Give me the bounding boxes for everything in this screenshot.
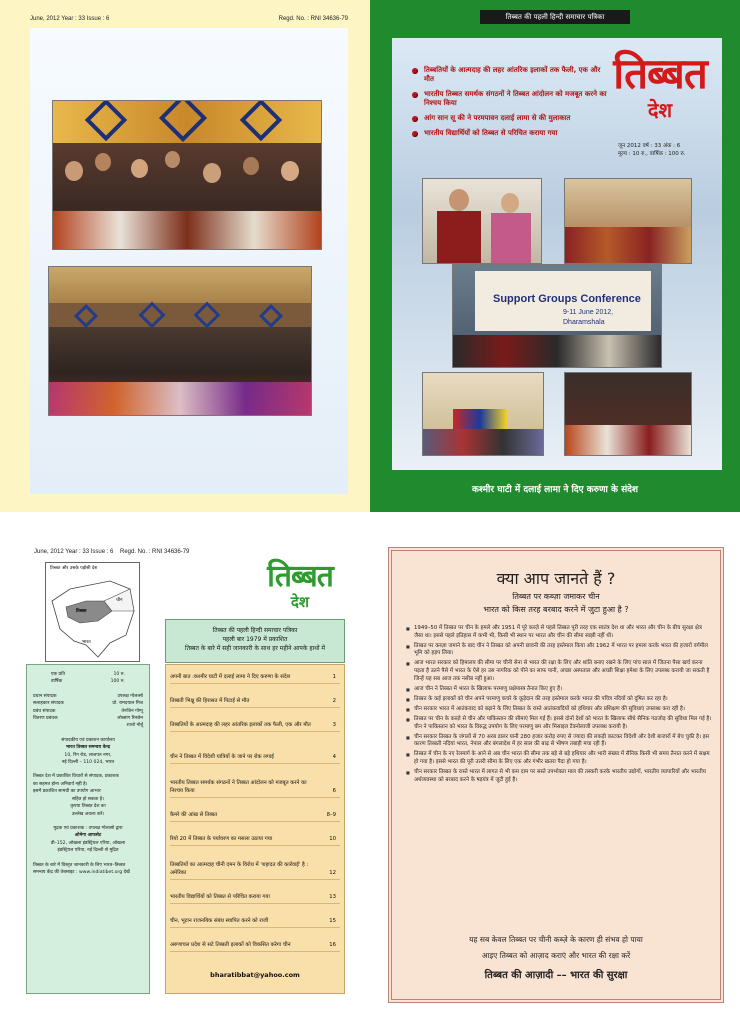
note-line: कृपया तिब्बत देश का <box>70 804 106 810</box>
issue-info <box>618 142 718 158</box>
tagline-line: पहली बार 1979 में प्रकाशित <box>222 636 288 643</box>
map-label-tibet: तिब्बत <box>76 609 87 614</box>
stage-table <box>453 335 661 368</box>
closing-slogan: तिब्बत की आज़ादी –– भारत की सुरक्षा <box>484 970 628 981</box>
toc-row[interactable] <box>170 893 340 904</box>
masthead-subtitle: देश <box>647 98 673 122</box>
map-label-india: भारत <box>82 640 91 645</box>
toc-title: अरुणाचल प्रदेश से सटे तिब्बती इलाकों को विकसित करेगा चीन <box>170 942 291 948</box>
printer-line: डी–152, ओखला इंडस्ट्रियल एरिया, ओखला <box>50 840 126 846</box>
photo-group-flag <box>422 372 544 456</box>
headline-item: भारतीय विद्यार्थियों को तिब्बत से परिचित कराया गया <box>412 129 612 138</box>
photo-dalai-lama-meeting <box>422 178 542 264</box>
page-do-you-know <box>370 512 740 1024</box>
fact-item: ■ चीन सरकार तिब्बत के रास्ते भारत में लागत से भी कम दाम पर सस्ते उपभोक्ता माल की तस्करी करके भारतीय उद्योगों, भारतीय व्यापारियों और भारतीय अर्थव्यवस्था को बरबाद करने के षड़यंत्र में जुटी हुई है। <box>406 769 712 784</box>
map-title: तिब्बत और उसके पड़ोसी देश <box>50 566 98 571</box>
conference-audience-photo-2 <box>48 266 312 416</box>
fact-item: ■ तिब्बत में चीन के नए रेलमार्ग के आने से अब चीन भारत की सीमा तक बड़े से बड़े हथियार और भारी संख्या में सैनिक किसी भी समय तैनात करने में सक्षम हो गया है। इससे भारत की पूरी उत्तरी सीमा के लिए एक और गंभीर खतरा पैदा हो गया है। <box>406 751 712 766</box>
headline-list <box>412 66 612 144</box>
toc-page: 1 <box>332 674 336 680</box>
toc-title: चीन ने तिब्बत में विदेशी यात्रियों के जाने पर रोक लगाई <box>170 754 274 760</box>
toc-row[interactable] <box>170 811 340 822</box>
note-line: इसमें प्रकाशित सामग्री का उपयोग आभार <box>33 789 101 795</box>
photo-conference-stage <box>452 264 662 368</box>
note-line: का सहमत होना अनिवार्य नहीं है। <box>33 781 88 787</box>
tagline-box <box>165 619 345 663</box>
office-line: 10, रिंग रोड, लाजपत नगर, <box>64 752 112 758</box>
group-people <box>423 429 543 456</box>
fact-item: ■ आज चीन ने तिब्बत में भारत के खिलाफ परमाणु प्रक्षेपास्त्र तैनात किए हुए हैं। <box>406 686 712 694</box>
toc-title: रियो 20 में तिब्बत के पर्यावरण का मसला उठाया गया <box>170 836 273 842</box>
fact-item: ■ 1949–50 में तिब्बत पर चीन के हमले और 1951 में पूरे कब्ज़े से पहले तिब्बत पूरी तरह एक स्वतंत्र देश था और भारत और चीन के बीच सुरक्षा क्षेत्र जैसा था। इससे पहले इतिहास में कभी भी, किसी भी स्थान पर भारत और चीन की सीमा साझी नहीं थी। <box>406 625 712 640</box>
face <box>449 189 469 211</box>
staff-name: उपलक्ष ग्येलत्सो <box>117 693 143 699</box>
toc-row[interactable] <box>170 721 340 732</box>
toc-page: 13 <box>329 894 336 900</box>
toc-title: तिब्बती भिक्षु की हिरासत में पिटाई से मौत <box>170 698 250 704</box>
masthead-title: तिब्बत <box>267 559 333 594</box>
headline-item: आंग सान सू की ने परमपावन दलाई लामा से की मुलाकात <box>412 114 612 123</box>
tagline-line: तिब्बत के बारे में सही जानकारी के साथ हर महीने आपके हाथों में <box>185 645 325 652</box>
toc-row[interactable] <box>170 835 340 846</box>
robe <box>437 211 481 264</box>
regd-number: Regd. No. : RNI 34636-79 <box>278 16 348 22</box>
office-name: भारत तिब्बत समन्वय केन्द्र <box>65 745 111 751</box>
face <box>131 159 148 178</box>
masthead <box>250 559 350 612</box>
photo-panel <box>30 28 348 494</box>
issue-number: जून 2012 वर्ष : 33 अंक : 6 <box>618 143 681 149</box>
face <box>203 163 221 183</box>
page-contents <box>0 512 370 1024</box>
fact-item: ■ तिब्बत पर चीन के कब्ज़े से चीन और पाकिस्तान की सीमाएं मिल गई हैं। इससे दोनों देशों को भारत के खिलाफ सीधे सैनिक गठजोड़ की सुविधा मिल गई है। चीन ने पाकिस्तान को भारत के विरुद्ध उपयोग के लिए परमाणु बम और मिसाइल टैक्नोलाजी उपलब्ध करायी है। <box>406 716 712 731</box>
price: मूल्य : 10 रु., वार्षिक : 100 रु. <box>618 151 686 157</box>
map-icon <box>46 571 139 661</box>
front-row-clothing <box>49 382 311 416</box>
toc-page: 16 <box>329 942 336 948</box>
staff-role: प्रबंध संपादक <box>33 708 56 714</box>
page-front-cover <box>370 0 740 512</box>
fact-item: ■ चीन सरकार तिब्बत के जंगलों से 70 अरब डालर यानी 280 हजार करोड़ रुपए से ज्यादा की लकड़ी काटकर विदेशी और देशी बाजारों में बेच चुकी है। इस कारण तिब्बती नदियां भारत, नेपाल और बंगलादेश में हर साल की बाढ़ से भीषण तबाही मचा रही हैं। <box>406 734 712 749</box>
fact-item: ■ तिब्बत के कई इलाकों को चीन अपने परमाणु कचरे के कूड़ेदान की तरह इस्तेमाल करके भारत की पवित्र नदियों को दूषित कर रहा है। <box>406 696 712 704</box>
toc-title: तिब्बतियों का आत्मदाह चीनी दमन के विरोध में 'शहादत की कार्रवाई' है : अमेरिका <box>170 862 309 876</box>
issue-line: June, 2012 Year : 33 Issue : 6 <box>34 549 114 555</box>
price-value: 100 रु. <box>110 679 125 685</box>
staff-role: वितरण प्रबंधक <box>33 716 58 722</box>
face <box>501 193 519 213</box>
robes <box>565 227 691 264</box>
photo-panel-discussion <box>564 372 692 456</box>
toc-title: भारतीय तिब्बत समर्थक संगठनों ने तिब्बत आंदोलन को मजबूत करने का निश्चय किया <box>170 780 307 794</box>
face <box>165 151 180 168</box>
face <box>95 153 111 171</box>
masthead <box>604 49 716 123</box>
fact-item: ■ आज भारत सरकार को हिमालय की सीमा पर चीनी सेना से भारत की रक्षा के लिए और शांति बनाए रखने के लिए पांच साल में जितना पैसा खर्च करना पड़ता है उतने पैसे में भारत के ऐसे हर उस नागरिक को पीने का साफ पानी, अच्छा अस्पताल और अच्छी शिक्षा हमेशा के लिए उपलब्ध करायी जा सकती है जिन्हें यह सब आज तक नसीब नहीं हुआ। <box>406 660 712 683</box>
contact-email[interactable]: bharatibbat@yahoo.com <box>210 971 300 979</box>
tibet-map <box>45 562 140 662</box>
toc-row[interactable] <box>170 917 340 928</box>
face <box>243 157 259 175</box>
map-label-china: चीन <box>116 598 123 603</box>
closing-line: आइए तिब्बत को आज़ाद कराएं और भारत की रक्षा करें <box>481 951 631 960</box>
dress <box>491 213 531 264</box>
headline-item: भारतीय तिब्बत समर्थक संगठनों ने तिब्बत आंदोलन को मजबूत करने का निश्चय किया <box>412 90 612 108</box>
page-inside-cover <box>0 0 370 512</box>
toc-row[interactable] <box>170 673 340 684</box>
toc-page: 12 <box>329 870 336 876</box>
conference-audience-photo-1 <box>52 100 322 250</box>
closing-line: यह सब केवल तिब्बत पर चीनी कब्ज़े के कारण ही संभव हो पाया <box>469 935 643 944</box>
toc-row[interactable] <box>170 697 340 708</box>
do-you-know-title: क्या आप जानते हैं ? <box>496 569 616 588</box>
photo-students-monks <box>564 178 692 264</box>
toc-row[interactable] <box>170 753 340 764</box>
toc-page: 10 <box>329 836 336 842</box>
front-row-clothing <box>53 211 321 250</box>
panel-table <box>565 425 691 456</box>
cover-caption: कश्मीर घाटी में दलाई लामा ने दिए करुणा के संदेश <box>471 485 639 495</box>
note-line: सहित हो सकता है। <box>72 796 104 802</box>
price-value: 10 रु. <box>113 672 125 677</box>
printer-name: ओमेगा आफसेट <box>74 833 102 839</box>
banner-text: Support Groups Conference <box>493 293 641 305</box>
printer-line: इंडस्ट्रियल एरिया, नई दिल्ली से मुद्रित <box>57 848 119 854</box>
table-of-contents <box>165 664 345 994</box>
office-line: नई दिल्ली – 110 024, भारत <box>61 760 115 766</box>
office-line: संपादकीय एवं प्रकाशन कार्यालय <box>61 737 115 743</box>
toc-title: भारतीय विद्यार्थियों को तिब्बत से परिचित कराया गया <box>170 894 270 900</box>
cover-panel <box>392 38 722 470</box>
website-line: समन्वय केंद्र की वेबसाइट : www.indiatibet.org देखें <box>33 869 130 875</box>
staff-role: सलाहकार संपादक <box>33 701 64 707</box>
facts-list <box>406 625 712 787</box>
face <box>65 161 83 181</box>
toc-row[interactable] <box>170 779 340 798</box>
toc-page: 6 <box>332 788 336 794</box>
staff-name: तेनजिन गोम्पू <box>121 708 143 714</box>
toc-title: चीन, भूटान राजनयिक संबंध स्थापित करने को राजी <box>170 918 269 924</box>
toc-title: कैमरे की आंख से तिब्बत <box>170 812 218 818</box>
toc-page: 8–9 <box>326 812 336 818</box>
staff-name: लोब्सांग रिनछेन <box>117 716 143 722</box>
headline-item: तिब्बतियों के आत्मदाह की लहर आंतरिक इलाकों तक फैली, एक और मौत <box>412 66 612 84</box>
tagline-line: तिब्बत की पहली हिन्दी समाचार पत्रिका <box>212 627 298 634</box>
toc-row[interactable] <box>170 941 340 952</box>
regd-number: Regd. No. : RNI 34636-79 <box>120 549 190 555</box>
website-line: तिब्बत के बारे में विस्तृत जानकारी के लिए भारत–तिब्बत <box>33 862 126 868</box>
note-line: तिब्बत देश में प्रकाशित विचारों से संपादक, प्रकाशक <box>33 774 119 780</box>
staff-role: प्रधान संपादक <box>33 693 57 699</box>
toc-page: 15 <box>329 918 336 924</box>
toc-page: 3 <box>332 722 336 728</box>
do-you-know-frame <box>388 547 724 1003</box>
toc-title: अपनी बात :कश्मीर घाटी में दलाई लामा ने दिए करुणा के संदेश <box>170 674 291 680</box>
do-you-know-subtitle: तिब्बत पर कब्ज़ा जमाकर चीन <box>512 592 600 601</box>
staff-name: शाशो नोर्बू <box>126 723 143 729</box>
price-label: वार्षिक <box>51 679 63 685</box>
issue-line: June, 2012 Year : 33 Issue : 6 <box>30 16 110 22</box>
toc-page: 2 <box>332 698 336 704</box>
tibetan-flag <box>453 409 507 429</box>
banner-date: 9-11 June 2012, <box>563 309 614 316</box>
printer-line: मुद्रक एवं प्रकाशक : उपलक्ष ग्येलत्सो द्वारा <box>53 825 123 831</box>
top-banner: तिब्बत की पहली हिन्दी समाचार पत्रिका <box>480 10 630 24</box>
fact-item: ■ चीन सरकार भारत में आतंकवाद को बढ़ाने के लिए तिब्बत के रास्ते आतंकवादियों को हथियार और प्रशिक्षण की सुविधाएं उपलब्ध करा रही है। <box>406 706 712 714</box>
price-label: एक प्रति <box>51 672 65 677</box>
fact-item: ■ तिब्बत पर कब्ज़ा जमाने के बाद चीन ने तिब्बत को अपनी छावनी की तरह इस्तेमाल किया और 1962 में भारत पर हमला करके भारत की हजारों वर्गमील भूमि को हड़प लिया। <box>406 643 712 658</box>
note-line: उल्लेख अवश्य करें। <box>71 811 105 817</box>
masthead-subtitle: देश <box>290 593 310 611</box>
toc-title: तिब्बतियों के आत्मदाह की लहर आंतरिक इलाकों तक फैली, एक और मौत <box>170 722 311 728</box>
do-you-know-subtitle: भारत को किस तरह बरबाद करने में जुटा हुआ है ? <box>483 605 629 614</box>
toc-row[interactable] <box>170 861 340 880</box>
face <box>281 161 299 181</box>
imprint-sidebar <box>26 664 150 994</box>
masthead-title: तिब्बत <box>613 49 707 98</box>
staff-name: प्रो. रामदयाल मिश्र <box>112 701 143 707</box>
toc-page: 4 <box>332 754 336 760</box>
banner-place: Dharamshala <box>563 319 605 326</box>
